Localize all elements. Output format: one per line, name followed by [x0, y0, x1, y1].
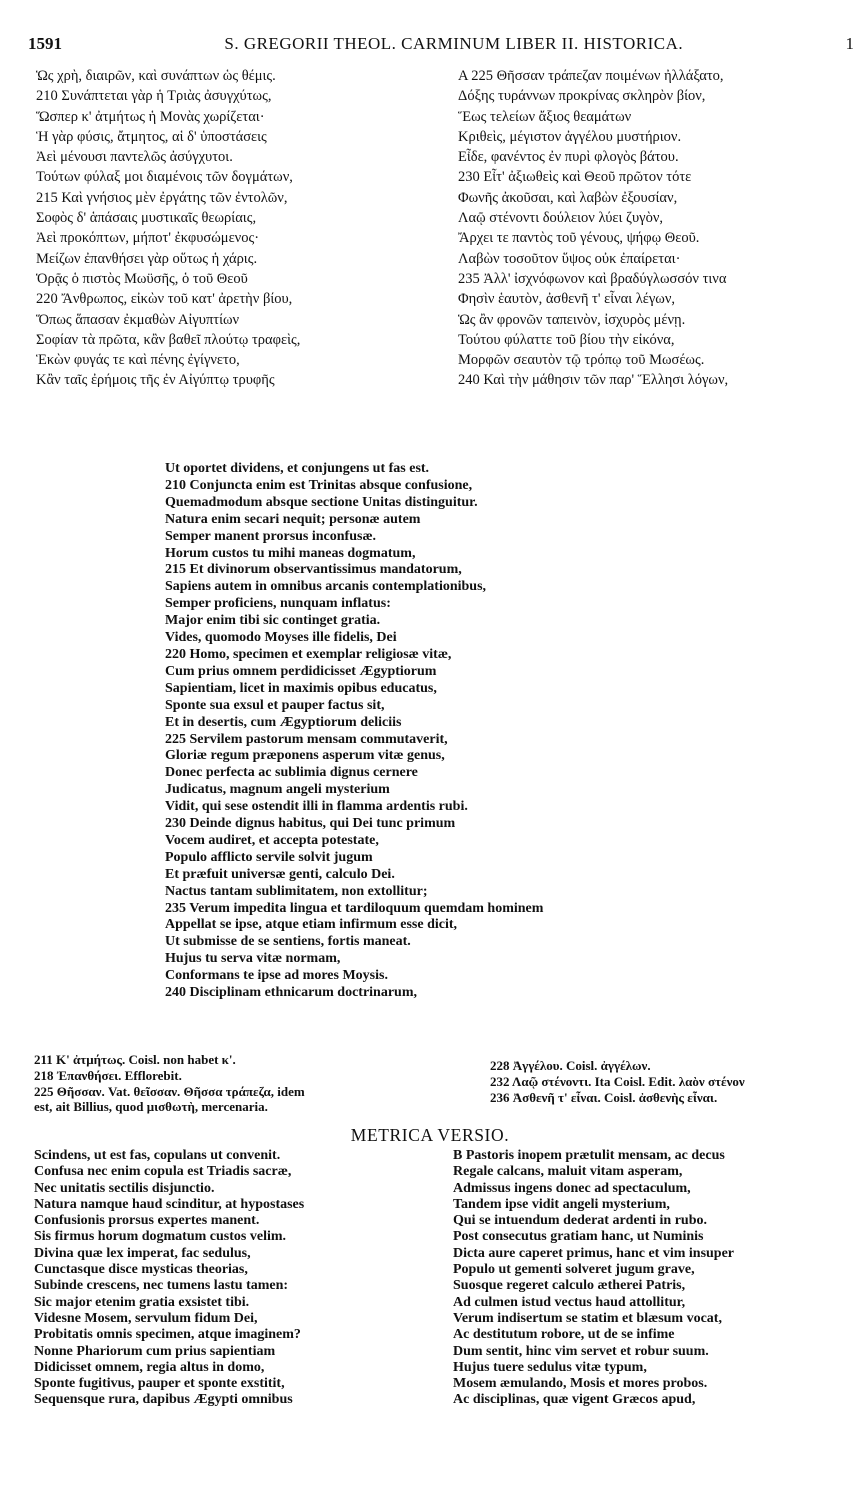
verse-line: Sic major etenim gratia exsistet tibi. [34, 1294, 250, 1310]
verse-line: Σοφὸς δ' ἁπάσαις μυστικαῖς θεωρίαις, [36, 210, 257, 227]
verse-line: 235 Ἀλλ' ἰσχνόφωνον καὶ βραδύγλωσσόν τινα [458, 270, 727, 287]
verse-line: Sequensque rura, dapibus Ægypti omnibus [34, 1392, 293, 1408]
verse-line: Qui se intuendum dederat ardenti in rubo. [453, 1213, 707, 1229]
footnotes-left [34, 1052, 464, 1115]
metrica-versio-right-column [453, 1148, 858, 1409]
page-number: 1591 [28, 34, 62, 53]
verse-line: Κἂν ταῖς ἐρήμοις τῆς ἐν Αἰγύπτῳ τρυφῆς [36, 372, 275, 389]
verse-line: Tandem ipse vidit angeli mysterium, [453, 1196, 670, 1212]
verse-line: Φωνῆς ἀκοῦσαι, καὶ λαβὼν ἐξουσίαν, [458, 189, 678, 206]
verse-line: Ἀεὶ μένουσι παντελῶς ἀσύγχυτοι. [36, 149, 233, 166]
section-title: METRICA VERSIO. [350, 1125, 510, 1145]
verse-line: 210 Conjuncta enim est Trinitas absque confusione, [165, 477, 473, 493]
verse-line: Ὥσπερ κ' ἀτμήτως ἡ Μονὰς χωρίζεται· [36, 108, 265, 125]
verse-line: Σοφίαν τὰ πρῶτα, κἂν βαθεῖ πλούτῳ τραφεὶς, [36, 331, 301, 348]
verse-line: Divina quæ lex imperat, fac sedulus, [34, 1245, 251, 1261]
verse-line: Probitatis omnis specimen, atque imaginem? [34, 1327, 301, 1343]
verse-line: Τούτων φύλαξ μοι διαμένοις τῶν δογμάτων, [36, 169, 293, 186]
verse-line: Ὡς ἂν φρονῶν ταπεινὸν, ἰσχυρὸς μένῃ. [458, 311, 686, 328]
footnote-line: 211 Κ' ἀτμήτως. Coisl. non habet κ'. [34, 1052, 236, 1067]
verse-line: Ac disciplinas, quæ vigent Græcos apud, [453, 1392, 696, 1408]
verse-line: Semper manent prorsus inconfusæ. [165, 528, 377, 544]
verse-line: Semper proficiens, nunquam inflatus: [165, 596, 391, 612]
verse-line: Dum sentit, hinc vim servet et robur suum. [453, 1343, 709, 1359]
running-title: S. GREGORII THEOL. CARMINUM LIBER II. HISTORICA. [224, 34, 684, 53]
verse-line: Μορφῶν σεαυτὸν τῷ τρόπῳ τοῦ Μωσέως. [458, 352, 705, 369]
verse-line: Hujus tuere sedulus vitæ typum, [453, 1359, 647, 1375]
verse-line: Dicta aure caperet primus, hanc et vim insuper [453, 1245, 735, 1261]
verse-line: 235 Verum impedita lingua et tardiloquum quemdam hominem [165, 900, 544, 916]
verse-line: Conformans te ipse ad mores Moysis. [165, 968, 388, 984]
verse-line: Εἶδε, φανέντος ἐν πυρὶ φλογὸς βάτου. [458, 149, 679, 166]
verse-line: Confusionis prorsus expertes manent. [34, 1213, 260, 1229]
verse-line: Populo ut gementi solveret jugum grave, [453, 1262, 695, 1278]
verse-line: Φησὶν ἑαυτὸν, ἀσθενῆ τ' εἶναι λέγων, [458, 291, 676, 308]
verse-line: Vidit, qui sese ostendit illi in flamma ardentis rubi. [165, 799, 468, 815]
verse-line: Gloriæ regum præponens asperum vitæ genus, [165, 748, 445, 764]
verse-line: 225 Servilem pastorum mensam commutaverit, [165, 731, 448, 747]
verse-line: Ὡς χρὴ, διαιρῶν, καὶ συνάπτων ὡς θέμις. [36, 68, 276, 84]
verse-line: Nactus tantam sublimitatem, non extollitur; [165, 883, 428, 899]
verse-line: Post consecutus gratiam hanc, ut Numinis [453, 1229, 704, 1245]
verse-line: Ut oportet dividens, et conjungens ut fas est. [165, 461, 430, 476]
verse-line: Vocem audiret, et accepta potestate, [165, 832, 379, 848]
verse-line: B Pastoris inopem prætulit mensam, ac decus [453, 1148, 725, 1163]
verse-line: 230 Deinde dignus habitus, qui Dei tunc primum [165, 816, 456, 832]
footnote-line: est, ait Billius, quod μισθωτὴ, mercenaria. [34, 1099, 268, 1115]
verse-line: Hujus tu serva vitæ normam, [165, 951, 341, 967]
verse-line: 230 Εἶτ' ἀξιωθεὶς καὶ Θεοῦ πρῶτον τότε [458, 169, 692, 186]
verse-line: Λαβὼν τοσοῦτον ὕψος οὐκ ἐπαίρεται· [458, 250, 681, 267]
verse-line: Κριθεὶς, μέγιστον ἀγγέλου μυστήριον. [458, 128, 682, 145]
verse-line: Confusa nec enim copula est Triadis sacræ, [34, 1164, 292, 1180]
verse-line: Ἑκὼν φυγάς τε καὶ πένης ἐγίγνετο, [36, 352, 240, 369]
running-header [28, 34, 854, 54]
verse-line: Sapiens autem in omnibus arcanis contemplationibus, [165, 579, 487, 595]
verse-line: Sapientiam, licet in maximis opibus educatus, [165, 680, 437, 696]
verse-line: A 225 Θῆσσαν τράπεζαν ποιμένων ἠλλάξατο, [458, 68, 724, 84]
verse-line: Populo afflicto servile solvit jugum [165, 849, 373, 865]
verse-line: Admissus ingens donec ad spectaculum, [453, 1180, 691, 1196]
verse-line: Nonne Phariorum cum prius sapientiam [34, 1343, 276, 1359]
footnote-line: 236 Ἀσθενῆ τ' εἶναι. Coisl. ἀσθενὴς εἶναι. [490, 1089, 718, 1105]
verse-line: Videsne Mosem, servulum fidum Dei, [34, 1310, 258, 1326]
footnote-line: 228 Ἀγγέλου. Coisl. ἀγγέλων. [490, 1058, 651, 1073]
verse-line: 220 Ἄνθρωπος, εἰκὼν τοῦ κατ' ἀρετὴν βίου, [36, 291, 293, 308]
footnote-line: 225 Θῆσσαν. Vat. θεῖσσαν. Θῆσσα τράπεζα, idem [34, 1083, 305, 1099]
verse-line: Major enim tibi sic continget gratia. [165, 613, 381, 629]
verse-line: Μείζων ἐπανθήσει γὰρ οὕτως ἡ χάρις. [36, 250, 258, 267]
verse-line: 215 Καὶ γνήσιος μὲν ἐργάτης τῶν ἐντολῶν, [36, 189, 288, 206]
verse-line: Ἡ γὰρ φύσις, ἄτμητος, αἱ δ' ὑποστάσεις [36, 128, 267, 145]
verse-line: Vides, quomodo Moyses ille fidelis, Dei [165, 630, 397, 646]
verse-line: Nec unitatis sectilis disjunctio. [34, 1180, 215, 1196]
verse-line: Ὅπως ἅπασαν ἐκμαθὼν Αἰγυπτίων [36, 311, 240, 328]
verse-line: Et præfuit universæ genti, calculo Dei. [165, 866, 395, 882]
verse-line: Mosem æmulando, Mosis et mores probos. [453, 1376, 708, 1392]
verse-line: Sis firmus horum dogmatum custos velim. [34, 1229, 287, 1245]
footnote-line: 232 Λαῷ στένοντι. Ita Coisl. Edit. λαὸν στένον [490, 1073, 745, 1089]
verse-line: Subinde crescens, nec tumens lastu tamen: [34, 1278, 289, 1294]
verse-line: Cum prius omnem perdidicisset Ægyptiorum [165, 663, 437, 679]
verse-line: Sponte fugitivus, pauper et sponte exstitit, [34, 1376, 285, 1392]
verse-line: 210 Συνάπτεται γὰρ ἡ Τριὰς ἀσυγχύτως, [36, 88, 272, 105]
footnotes-right [490, 1058, 858, 1105]
verse-line: Τούτου φύλαττε τοῦ βίου τὴν εἰκόνα, [458, 331, 675, 348]
verse-line: Et in desertis, cum Ægyptiorum deliciis [165, 714, 402, 730]
footnote-line: 218 Ἐπανθήσει. Efflorebit. [34, 1067, 182, 1083]
metrica-versio-left-column [34, 1148, 454, 1409]
verse-line: Ac destitutum robore, ut de se infime [453, 1327, 675, 1343]
verse-line: Appellat se ipse, atque etiam infirmum esse dicit, [165, 917, 458, 933]
verse-line: 240 Disciplinam ethnicarum doctrinarum, [165, 985, 417, 1001]
greek-text-left-column [36, 66, 451, 391]
verse-line: Quemadmodum absque sectione Unitas distinguitur. [165, 494, 478, 510]
verse-line: 215 Et divinorum observantissimus mandatorum, [165, 562, 462, 578]
latin-translation [165, 461, 725, 1002]
verse-line: Cunctasque disce mysticas theorias, [34, 1262, 248, 1278]
verse-line: Ad culmen istud vectus haud attollitur, [453, 1294, 686, 1310]
verse-line: Ut submisse de se sentiens, fortis maneat. [165, 934, 411, 950]
verse-line: Verum indisertum se statim et blæsum vocat, [453, 1310, 722, 1326]
verse-line: Ἄρχει τε παντὸς τοῦ γένους, ψήφῳ Θεοῦ. [458, 230, 700, 247]
verse-line: 240 Καὶ τὴν μάθησιν τῶν παρ' Ἕλλησι λόγων, [458, 372, 729, 389]
verse-line: Scindens, ut est fas, copulans ut convenit. [34, 1148, 281, 1163]
verse-line: Horum custos tu mihi maneas dogmatum, [165, 545, 416, 561]
verse-line: Suosque regeret calculo ætherei Patris, [453, 1278, 686, 1294]
verse-line: Judicatus, magnum angeli mysterium [165, 782, 390, 798]
verse-line: Donec perfecta ac sublimia dignus cernere [165, 765, 418, 781]
verse-line: Sponte sua exsul et pauper factus sit, [165, 697, 385, 713]
verse-line: Ὁρᾷς ὁ πιστὸς Μωϋσῆς, ὁ τοῦ Θεοῦ [36, 270, 248, 287]
verse-line: Natura namque haud scinditur, at hypostases [34, 1196, 305, 1212]
verse-line: Didicisset omnem, regia altus in domo, [34, 1359, 265, 1375]
verse-line: 220 Homo, specimen et exemplar religiosæ vitæ, [165, 646, 452, 662]
verse-line: Ἀεὶ προκόπτων, μήποτ' ἐκφυσώμενος· [36, 230, 260, 247]
verse-line: Natura enim secari nequit; personæ autem [165, 511, 421, 527]
verse-line: Regale calcans, maluit vitam asperam, [453, 1164, 683, 1180]
verse-line: Λαῷ στένοντι δούλειον λύει ζυγὸν, [458, 210, 664, 227]
greek-text-right-column [458, 66, 858, 391]
verse-line: Δόξης τυράννων προκρίνας σκληρὸν βίον, [458, 88, 706, 105]
column-marker: 1 [845, 34, 854, 53]
verse-line: Ἕως τελείων ἄξιος θεαμάτων [458, 108, 632, 125]
